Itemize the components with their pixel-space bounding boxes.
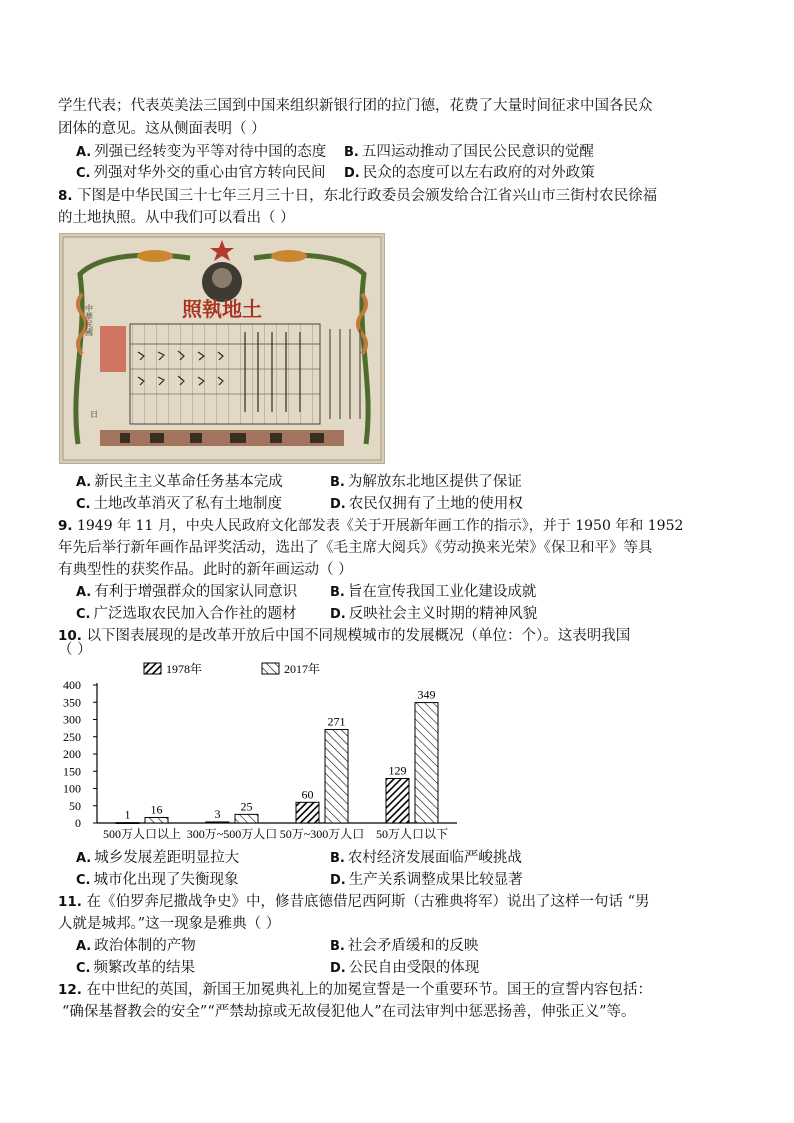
land-deed-photo [59, 233, 385, 464]
data-label-2017-3: 271 [327, 714, 346, 729]
data-label-2017-1: 16 [150, 802, 163, 817]
q7-option-c[interactable]: C. 列强对华外交的重心由官方转向民间 [76, 165, 326, 181]
q8-option-b[interactable]: B. 为解放东北地区提供了保证 [330, 474, 522, 490]
q9-option-b[interactable]: B. 旨在宣传我国工业化建设成就 [330, 584, 537, 600]
q8-number: 8. [58, 188, 73, 204]
legend-label-2: 2017年 [284, 662, 321, 676]
data-label-2017-2: 25 [240, 799, 253, 814]
q10-stem-line1: 10. 以下图表展现的是改革开放后中国不同规模城市的发展概况（单位：个）。这表明我国 [58, 628, 631, 644]
legend-swatch-1 [144, 663, 161, 674]
q8-option-a[interactable]: A. 新民主主义革命任务基本完成 [76, 474, 283, 490]
y-tick-label: 150 [63, 764, 81, 779]
q7-option-d[interactable]: D. 民众的态度可以左右政府的对外政策 [344, 165, 595, 181]
q10-number: 10. [58, 628, 82, 644]
data-label-1978-3: 60 [301, 787, 314, 802]
q9-option-d[interactable]: D. 反映社会主义时期的精神风貌 [330, 606, 538, 622]
data-label-1978-1: 1 [124, 807, 131, 822]
q8-stem-line1: 8. 下图是中华民国三十七年三月三十日，东北行政委员会颁发给合江省兴山市三街村农民徐福 [58, 188, 658, 204]
q9-number: 9. [58, 518, 73, 534]
q10-stem-line2: （ ） [58, 642, 92, 658]
q11-number: 11. [58, 894, 82, 910]
q8-option-d[interactable]: D. 农民仅拥有了土地的使用权 [330, 496, 523, 512]
q12-stem-line1: 12. 在中世纪的英国，新国王加冕典礼上的加冕宣誓是一个重要环节。国王的宣誓内容包括： [58, 982, 653, 998]
y-tick-label: 50 [69, 798, 81, 813]
q11-stem-line1: 11. 在《伯罗奔尼撒战争史》中，修昔底德借尼西阿斯（古雅典将军）说出了这样一句话 “男 [58, 894, 650, 910]
q8-stem-line2: 的土地执照。从中我们可以看出（ ） [58, 210, 295, 226]
bar-2017-1 [145, 817, 168, 823]
deed-title: 照執地土 [182, 297, 262, 321]
q9-option-a[interactable]: A. 有利于增强群众的国家认同意识 [76, 584, 298, 600]
y-tick-label: 250 [63, 729, 81, 744]
bar-2017-4 [415, 703, 438, 823]
legend-swatch-2 [262, 663, 279, 674]
bar-1978-3 [296, 802, 319, 823]
q11-option-a[interactable]: A. 政治体制的产物 [76, 938, 196, 954]
q9-option-c[interactable]: C. 广泛选取农民加入合作社的题材 [76, 606, 297, 622]
q9-stem-line1: 9. 1949 年 11 月，中央人民政府文化部发表《关于开展新年画工作的指示》，并于 1950 年和 1952 [58, 518, 684, 534]
data-label-1978-4: 129 [388, 763, 407, 778]
bar-2017-3 [325, 730, 348, 823]
q10-option-a[interactable]: A. 城乡发展差距明显拉大 [76, 850, 240, 866]
q12-stem-line2: “确保基督教会的安全”“严禁劫掠或无故侵犯他人”在司法审判中惩恶扬善，伸张正义”等。 [62, 1004, 636, 1020]
bar-1978-4 [386, 778, 409, 823]
bar-1978-2 [206, 822, 229, 823]
q10-option-b[interactable]: B. 农村经济发展面临严峻挑战 [330, 850, 522, 866]
q10-option-d[interactable]: D. 生产关系调整成果比较显著 [330, 872, 523, 888]
y-tick-label: 300 [63, 712, 81, 727]
category-label-4: 50万人口以下 [375, 827, 449, 841]
y-tick-label: 350 [63, 695, 81, 710]
bar-2017-2 [235, 814, 258, 823]
q11-stem-line2: 人就是城邦。”这一现象是雅典（ ） [58, 916, 281, 932]
q11-option-b[interactable]: B. 社会矛盾缓和的反映 [330, 938, 479, 954]
q8-option-c[interactable]: C. 土地改革消灭了私有土地制度 [76, 496, 282, 512]
deed-side-text: 中華民國 [84, 304, 94, 336]
q11-option-c[interactable]: C. 频繁改革的结果 [76, 960, 195, 976]
category-label-3: 50万~300万人口 [279, 827, 365, 841]
deed-side-char: 日 [90, 410, 98, 419]
bar-1978-1 [116, 823, 139, 824]
chart-svg [40, 658, 480, 843]
y-tick-label: 0 [75, 816, 81, 830]
data-label-1978-2: 3 [214, 806, 221, 821]
q7-option-b[interactable]: B. 五四运动推动了国民公民意识的觉醒 [344, 144, 594, 160]
city-size-bar-chart [40, 658, 480, 843]
q12-number: 12. [58, 982, 82, 998]
q11-option-d[interactable]: D. 公民自由受限的体现 [330, 960, 480, 976]
y-tick-label: 200 [63, 747, 81, 761]
data-label-2017-4: 349 [417, 687, 436, 702]
q9-stem-line2: 年先后举行新年画作品评奖活动，选出了《毛主席大阅兵》《劳动换来光荣》《保卫和平》等具 [58, 540, 653, 556]
q9-stem-line3: 有典型性的获奖作品。此时的新年画运动（ ） [58, 562, 353, 578]
category-label-2: 300万~500万人口 [186, 827, 278, 841]
category-label-1: 500万人口以上 [102, 827, 182, 841]
q10-option-c[interactable]: C. 城市化出现了失衡现象 [76, 872, 239, 888]
legend-label-1: 1978年 [166, 662, 203, 676]
y-tick-label: 100 [63, 781, 81, 796]
q7-text-line2: 团体的意见。这从侧面表明（ ） [58, 121, 266, 137]
y-tick-label: 400 [63, 678, 81, 692]
q7-text-line1: 学生代表；代表英美法三国到中国来组织新银行团的拉门德，花费了大量时间征求中国各民众 [58, 98, 653, 114]
q7-option-a[interactable]: A. 列强已经转变为平等对待中国的态度 [76, 144, 327, 160]
